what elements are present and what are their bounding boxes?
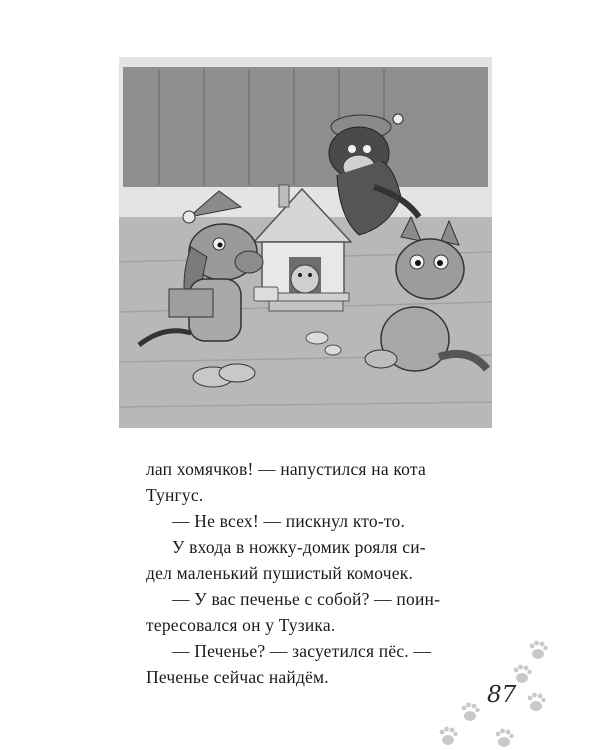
body-text: [146, 456, 476, 690]
text-line: Тунгус.: [146, 485, 204, 505]
text-line: Печенье сейчас найдём.: [146, 667, 329, 687]
text-line: тересовался он у Тузика.: [146, 615, 336, 635]
text-line: — Печенье? — засуетился пёс. —: [172, 641, 432, 661]
text-line: дел маленький пушистый комочек.: [146, 563, 414, 583]
text-line: У входа в ножку-домик рояля си-: [172, 537, 426, 557]
piano-body: [123, 67, 488, 187]
illustration: [119, 57, 492, 428]
text-line: лап хомячков! — напустился на кота: [146, 459, 426, 479]
text-line: — Не всех! — пискнул кто-то.: [172, 511, 406, 531]
text-line: — У вас печенье с собой? — поин-: [172, 589, 441, 609]
page-number: 87: [487, 682, 517, 708]
